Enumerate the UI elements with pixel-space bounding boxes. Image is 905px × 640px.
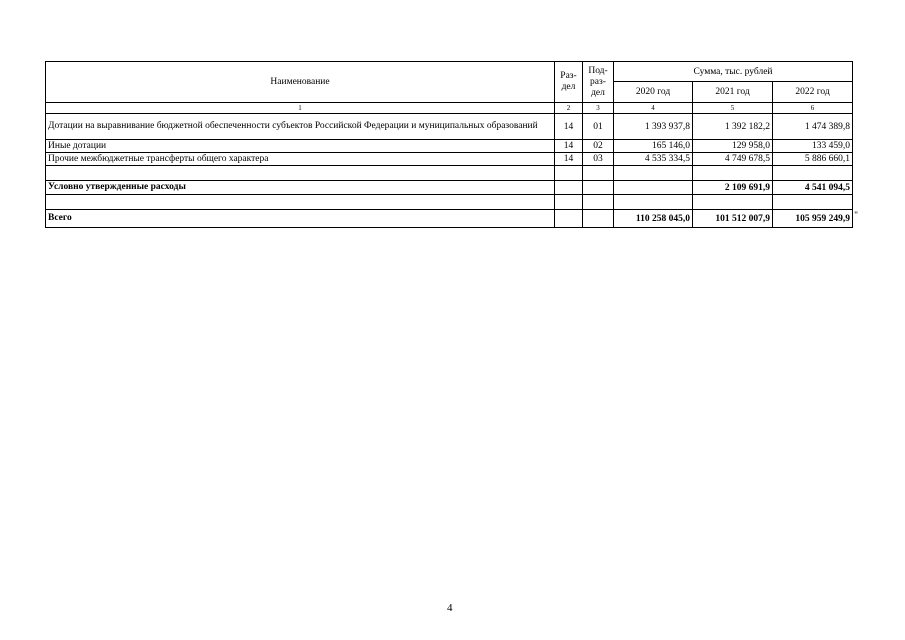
- row-value-2021: 1 392 182,2: [693, 114, 773, 140]
- total-value-2021: 101 512 007,9: [693, 210, 773, 228]
- row-subsection: 01: [583, 114, 614, 140]
- total-value-2022: 105 959 249,9: [795, 213, 850, 224]
- row-value-2021: 129 958,0: [693, 140, 773, 153]
- closing-quote: ": [854, 211, 858, 221]
- header-year-2022: 2022 год: [773, 82, 853, 103]
- table-row: [46, 153, 853, 166]
- total-value-2022-cell: [773, 210, 858, 228]
- row-value-2022: 133 459,0: [773, 140, 853, 153]
- row-section: 14: [555, 153, 583, 166]
- row-value-2022: 1 474 389,8: [773, 114, 853, 140]
- header-sum-caption: Сумма, тыс. рублей: [614, 62, 853, 82]
- row-value-2020: 1 393 937,8: [614, 114, 693, 140]
- header-subsection: Под- раз- дел: [583, 62, 614, 103]
- row-name: Иные дотации: [46, 140, 555, 153]
- total-label: Всего: [46, 210, 555, 228]
- table-row: [46, 140, 853, 153]
- empty-row: [46, 195, 853, 210]
- budget-table: [45, 61, 858, 228]
- col-number: 6: [773, 103, 853, 114]
- col-number: 2: [555, 103, 583, 114]
- header-section: Раз- дел: [555, 62, 583, 103]
- page-number: 4: [447, 602, 453, 614]
- col-number: 5: [693, 103, 773, 114]
- conditional-expenses-label: Условно утвержденные расходы: [46, 181, 555, 195]
- row-value-2020: 165 146,0: [614, 140, 693, 153]
- col-number: 4: [614, 103, 693, 114]
- empty-row: [46, 166, 853, 181]
- row-value-2021: 4 749 678,5: [693, 153, 773, 166]
- row-name: Дотации на выравнивание бюджетной обеспеченности субъектов Российской Федерации и муниципальных образований: [46, 114, 555, 140]
- col-number: 1: [46, 103, 555, 114]
- conditional-expenses-row: [46, 181, 853, 195]
- table-row: [46, 114, 853, 140]
- header-year-2021: 2021 год: [693, 82, 773, 103]
- row-value-2022: 5 886 660,1: [773, 153, 853, 166]
- column-number-row: [46, 103, 853, 114]
- conditional-value-2022: 4 541 094,5: [773, 181, 853, 195]
- row-name: Прочие межбюджетные трансферты общего характера: [46, 153, 555, 166]
- conditional-value-2021: 2 109 691,9: [693, 181, 773, 195]
- row-section: 14: [555, 114, 583, 140]
- total-value-2020: 110 258 045,0: [614, 210, 693, 228]
- row-value-2020: 4 535 334,5: [614, 153, 693, 166]
- col-number: 3: [583, 103, 614, 114]
- row-subsection: 02: [583, 140, 614, 153]
- total-row: [46, 210, 853, 228]
- header-year-2020: 2020 год: [614, 82, 693, 103]
- header-name: Наименование: [46, 62, 555, 103]
- row-section: 14: [555, 140, 583, 153]
- row-subsection: 03: [583, 153, 614, 166]
